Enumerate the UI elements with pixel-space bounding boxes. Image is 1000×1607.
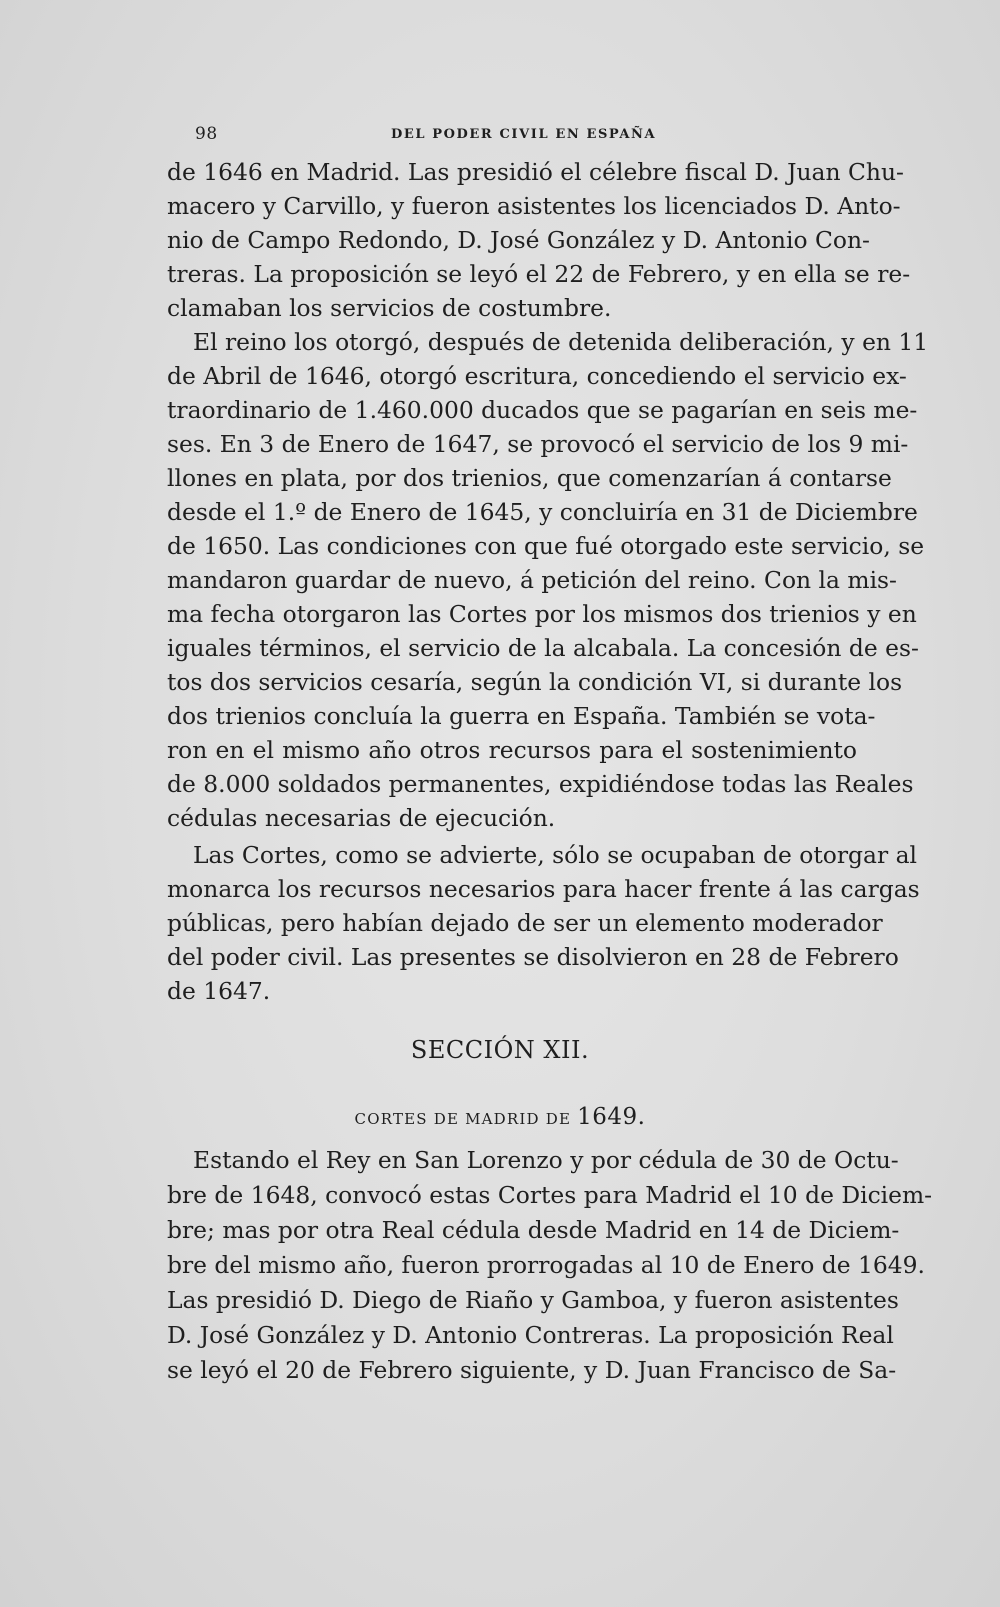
text-line: El reino los otorgó, después de detenida deliberación, y en 11: [193, 328, 929, 356]
text-line: llones en plata, por dos trienios, que comenzarían á contarse: [167, 464, 892, 492]
subsection-heading-year: 1649.: [577, 1104, 646, 1130]
text-line: treras. La proposición se leyó el 22 de Febrero, y en ella se re-: [167, 260, 911, 288]
text-line: de 8.000 soldados permanentes, expidiéndose todas las Reales: [167, 770, 914, 798]
text-line: dos trienios concluía la guerra en España. También se vota-: [167, 702, 876, 730]
text-line: ma fecha otorgaron las Cortes por los mismos dos trienios y en: [167, 600, 917, 628]
text-line: tos dos servicios cesaría, según la condición VI, si durante los: [167, 668, 903, 696]
subsection-heading-text: CORTES DE MADRID DE: [354, 1110, 572, 1128]
text-line: bre; mas por otra Real cédula desde Madrid en 14 de Diciem-: [167, 1216, 900, 1244]
running-title: DEL PODER CIVIL EN ESPAÑA: [391, 127, 657, 142]
text-line: macero y Carvillo, y fueron asistentes los licenciados D. Anto-: [167, 192, 901, 220]
text-line: Las presidió D. Diego de Riaño y Gamboa, y fueron asistentes: [167, 1286, 899, 1314]
text-line: bre del mismo año, fueron prorrogadas al 10 de Enero de 1649.: [167, 1251, 925, 1279]
text-line: traordinario de 1.460.000 ducados que se pagarían en seis me-: [167, 396, 918, 424]
text-line: de Abril de 1646, otorgó escritura, concediendo el servicio ex-: [167, 362, 907, 390]
text-line: nio de Campo Redondo, D. José González y D. Antonio Con-: [167, 226, 870, 254]
text-line: mandaron guardar de nuevo, á petición del reino. Con la mis-: [167, 566, 897, 594]
text-line: desde el 1.º de Enero de 1645, y concluiría en 31 de Diciembre: [167, 498, 918, 526]
text-line: cédulas necesarias de ejecución.: [167, 804, 556, 832]
subsection-heading: [0, 1104, 1000, 1130]
text-line: de 1647.: [167, 977, 271, 1005]
text-line: del poder civil. Las presentes se disolvieron en 28 de Febrero: [167, 943, 899, 971]
text-line: monarca los recursos necesarios para hacer frente á las cargas: [167, 875, 920, 903]
text-line: de 1646 en Madrid. Las presidió el célebre fiscal D. Juan Chu-: [167, 158, 904, 186]
page-header: [195, 124, 655, 154]
page-number: 98: [195, 124, 218, 144]
text-line: ses. En 3 de Enero de 1647, se provocó el servicio de los 9 mi-: [167, 430, 909, 458]
section-heading: SECCIÓN XII.: [410, 1036, 590, 1064]
text-line: públicas, pero habían dejado de ser un elemento moderador: [167, 909, 883, 937]
text-line: se leyó el 20 de Febrero siguiente, y D. Juan Francisco de Sa-: [167, 1356, 897, 1384]
text-line: Las Cortes, como se advierte, sólo se ocupaban de otorgar al: [193, 841, 918, 869]
text-line: bre de 1648, convocó estas Cortes para Madrid el 10 de Diciem-: [167, 1181, 933, 1209]
text-line: ron en el mismo año otros recursos para el sostenimiento: [167, 736, 857, 764]
text-line: de 1650. Las condiciones con que fué otorgado este servicio, se: [167, 532, 925, 560]
text-line: Estando el Rey en San Lorenzo y por cédula de 30 de Octu-: [193, 1146, 899, 1174]
text-line: iguales términos, el servicio de la alcabala. La concesión de es-: [167, 634, 919, 662]
text-line: D. José González y D. Antonio Contreras. La proposición Real: [167, 1321, 894, 1349]
text-line: clamaban los servicios de costumbre.: [167, 294, 612, 322]
